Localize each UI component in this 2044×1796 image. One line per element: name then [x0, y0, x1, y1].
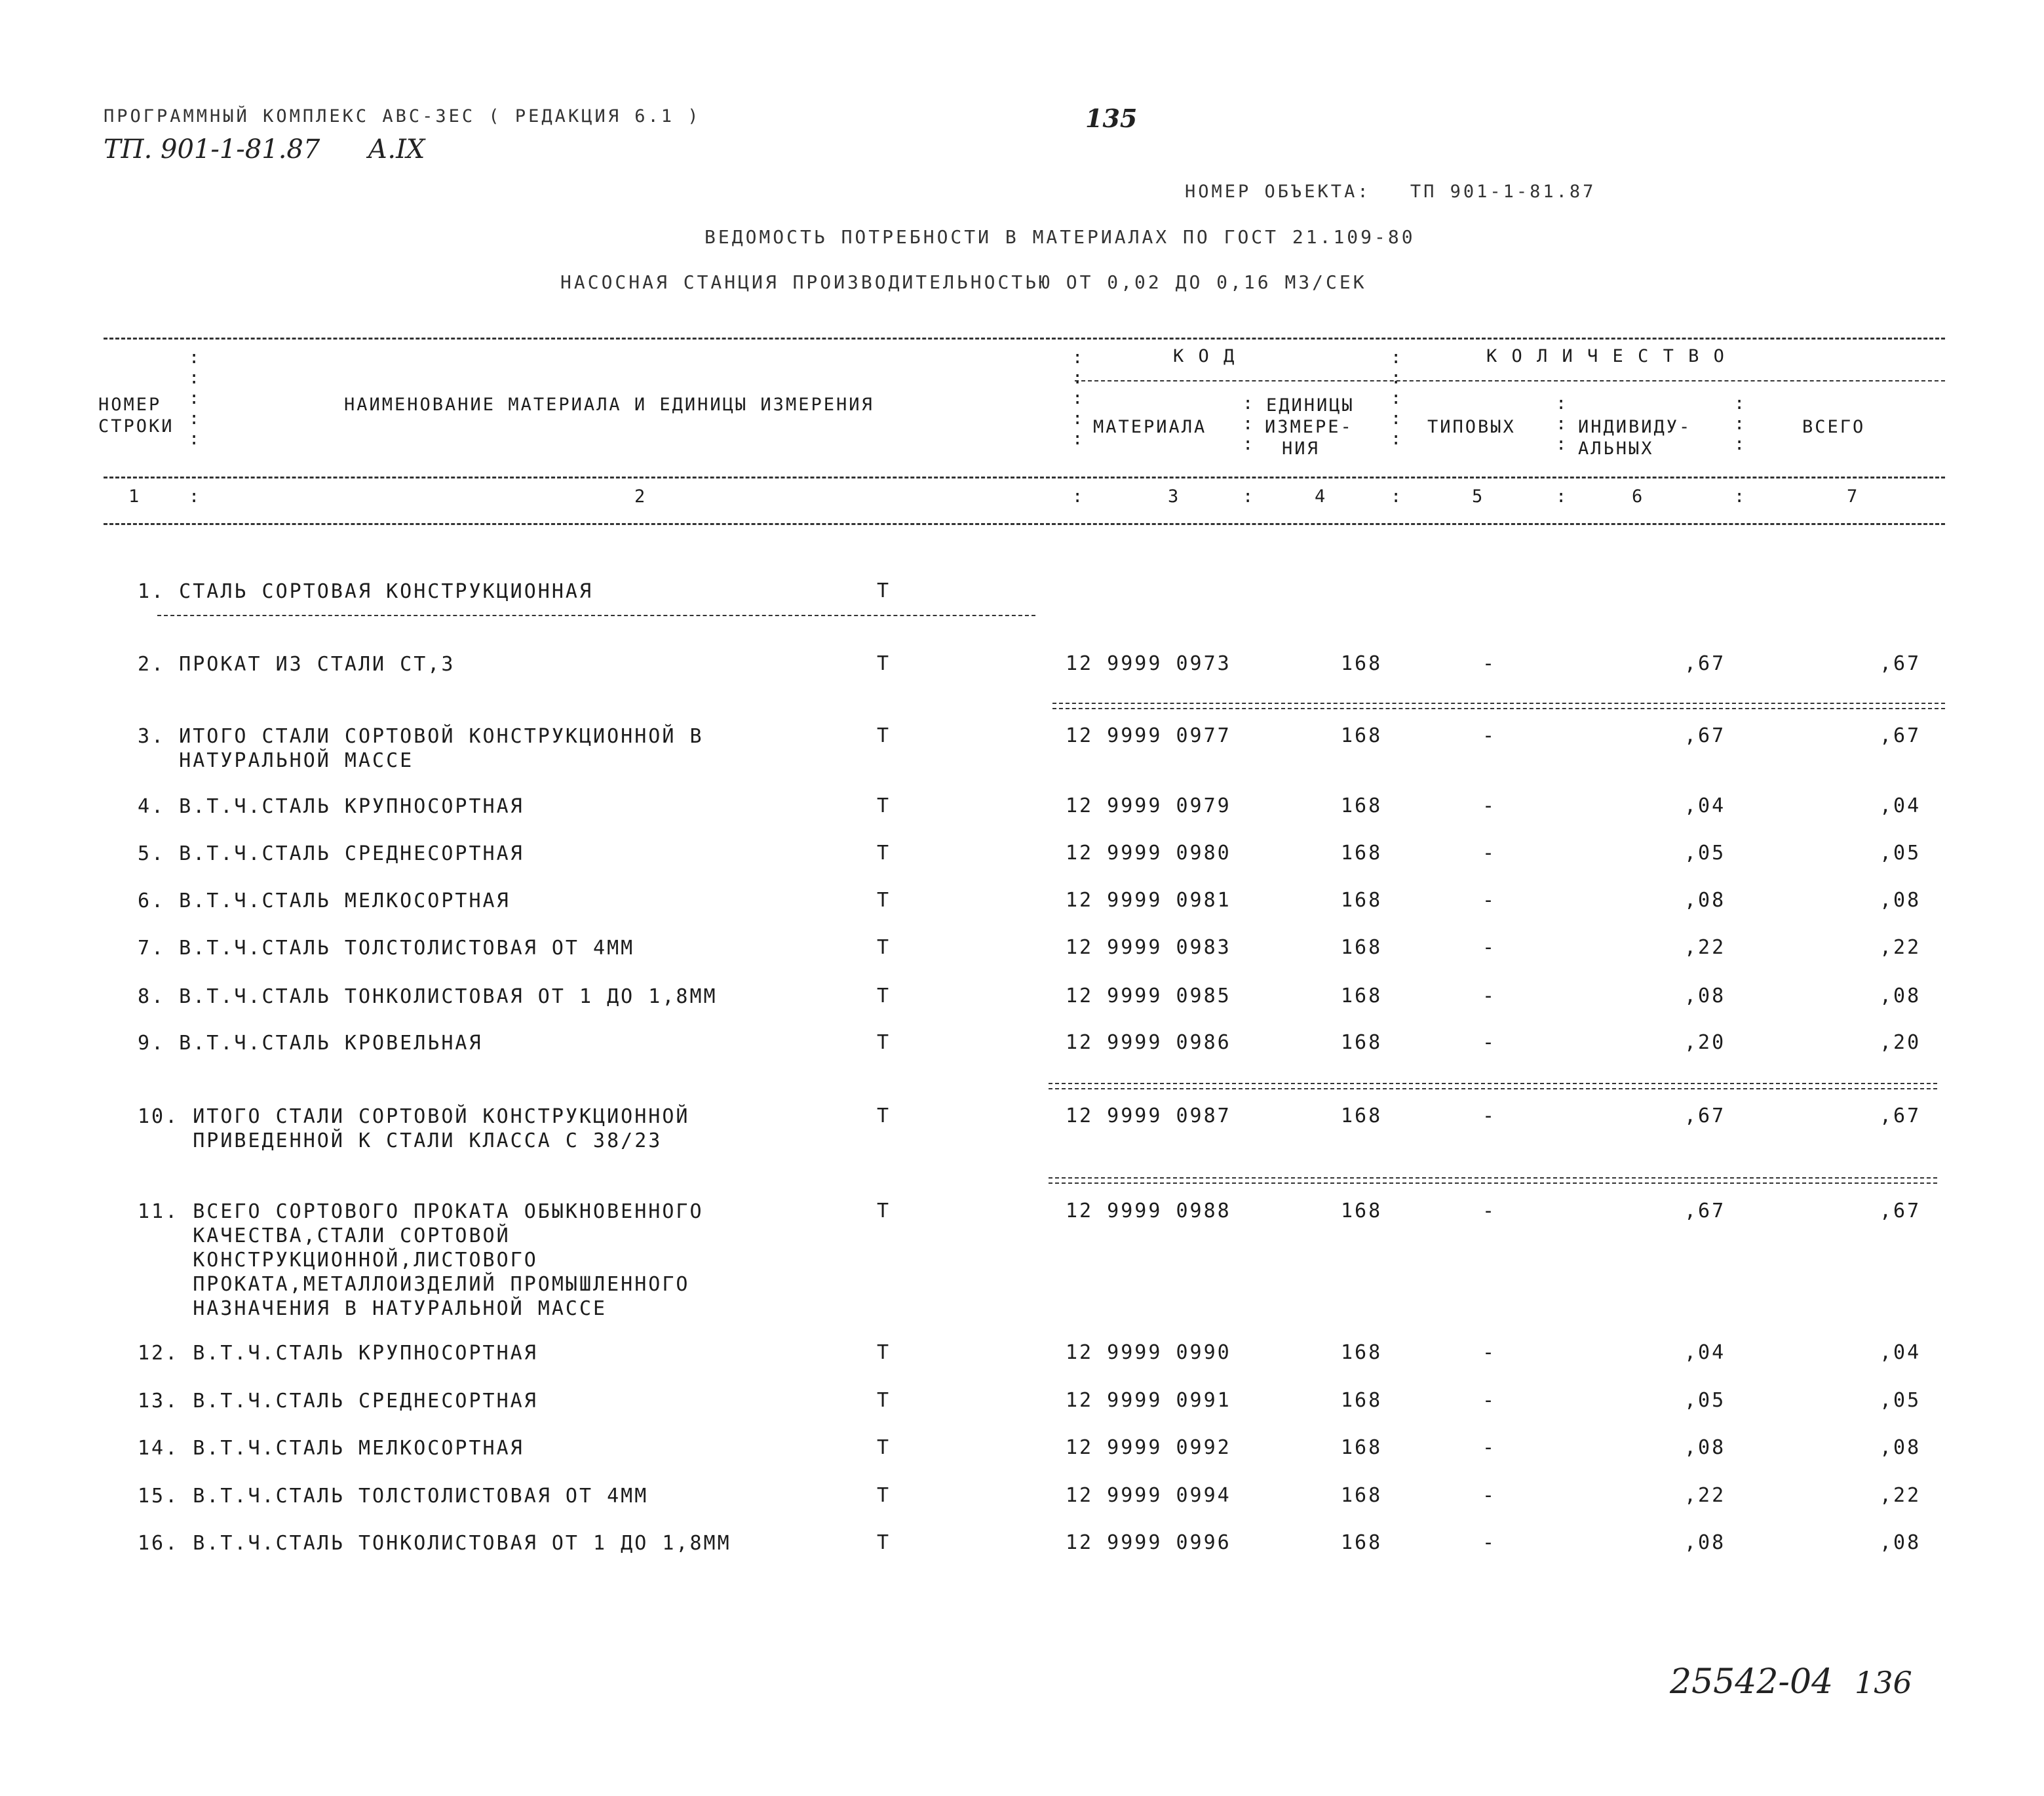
material-code-cell: 12 9999 0988	[1066, 1200, 1231, 1222]
unit-code-cell: 168	[1341, 794, 1383, 817]
total-qty-cell: ,08	[1880, 985, 1921, 1007]
individual-qty-cell: ,08	[1684, 1531, 1726, 1554]
total-qty-cell: ,08	[1880, 1436, 1921, 1459]
group-underline	[157, 615, 1035, 616]
code-group-header: К О Д	[1173, 346, 1237, 366]
unit-cell: Т	[877, 1200, 891, 1222]
unit-code-cell: 168	[1341, 1484, 1383, 1507]
total-qty-cell: ,08	[1880, 1531, 1921, 1554]
material-code-cell: 12 9999 0987	[1066, 1104, 1231, 1127]
material-name: 13. В.Т.Ч.СТАЛЬ СРЕДНЕСОРТНАЯ	[138, 1390, 538, 1413]
quantity-group-header: К О Л И Ч Е С Т В О	[1486, 346, 1726, 366]
unit-cell: Т	[877, 794, 891, 817]
object-value: ТП 901-1-81.87	[1410, 182, 1596, 202]
individual-header-1: ИНДИВИДУ-	[1578, 417, 1692, 437]
material-code-cell: 12 9999 0991	[1066, 1389, 1231, 1412]
unit-code-cell: 168	[1341, 1031, 1383, 1054]
typical-qty-cell: -	[1482, 1200, 1497, 1222]
row-number-header-1: НОМЕР	[98, 395, 162, 415]
total-qty-cell: ,04	[1880, 1341, 1921, 1364]
unit-cell: Т	[877, 724, 891, 747]
material-name: 6. В.Т.Ч.СТАЛЬ МЕЛКОСОРТНАЯ	[138, 889, 511, 912]
total-qty-cell: ,67	[1880, 1104, 1921, 1127]
typical-qty-cell: -	[1482, 936, 1497, 959]
individual-qty-cell: ,08	[1684, 889, 1726, 912]
material-name: 9. В.Т.Ч.СТАЛЬ КРОВЕЛЬНАЯ	[138, 1032, 483, 1055]
header-mid-rule	[104, 477, 1945, 478]
material-code-cell: 12 9999 0979	[1066, 794, 1231, 817]
total-qty-cell: ,05	[1880, 1389, 1921, 1412]
total-qty-cell: ,05	[1880, 842, 1921, 865]
material-name: 16. В.Т.Ч.СТАЛЬ ТОНКОЛИСТОВАЯ ОТ 1 ДО 1,8ММ	[138, 1532, 731, 1555]
individual-qty-cell: ,67	[1684, 724, 1726, 747]
unit-cell: Т	[877, 1104, 891, 1127]
total-qty-cell: ,08	[1880, 889, 1921, 912]
unit-code-cell: 168	[1341, 1341, 1383, 1364]
material-name: 14. В.Т.Ч.СТАЛЬ МЕЛКОСОРТНАЯ	[138, 1437, 524, 1460]
individual-qty-cell: ,22	[1684, 936, 1726, 959]
individual-header-2: АЛЬНЫХ	[1578, 439, 1654, 459]
total-separator	[1052, 703, 1945, 709]
unit-cell: Т	[877, 1436, 891, 1459]
individual-qty-cell: ,67	[1684, 1200, 1726, 1222]
individual-qty-cell: ,22	[1684, 1484, 1726, 1507]
document-subtitle: НАСОСНАЯ СТАНЦИЯ ПРОИЗВОДИТЕЛЬНОСТЬЮ ОТ 0,02 ДО 0,16 М3/СЕК	[560, 271, 1367, 293]
unit-cell: Т	[877, 1484, 891, 1507]
album-number: А.IX	[368, 134, 425, 165]
material-code-cell: 12 9999 0992	[1066, 1436, 1231, 1459]
typical-qty-cell: -	[1482, 652, 1497, 675]
unit-cell: Т	[877, 1341, 891, 1364]
material-name: 10. ИТОГО СТАЛИ СОРТОВОЙ КОНСТРУКЦИОННОЙ ПРИВЕДЕННОЙ К СТАЛИ КЛАССА С 38/23	[138, 1105, 690, 1152]
typical-qty-cell: -	[1482, 1436, 1497, 1459]
col-num-1: 1	[128, 486, 142, 507]
individual-qty-cell: ,20	[1684, 1031, 1726, 1054]
program-header: ПРОГРАММНЫЙ КОМПЛЕКС АВС-3ЕС ( РЕДАКЦИЯ 6.1 )	[104, 106, 701, 127]
unit-code-cell: 168	[1341, 1436, 1383, 1459]
code-qty-rule	[1075, 380, 1945, 381]
total-qty-cell: ,67	[1880, 724, 1921, 747]
project-code-handwritten	[104, 134, 425, 165]
typical-qty-cell: -	[1482, 985, 1497, 1007]
material-code-cell: 12 9999 0983	[1066, 936, 1231, 959]
individual-qty-cell: ,67	[1684, 652, 1726, 675]
unit-header-3: НИЯ	[1282, 439, 1320, 459]
unit-cell: Т	[877, 842, 891, 865]
individual-qty-cell: ,04	[1684, 794, 1726, 817]
archive-number: 25542-04	[1670, 1662, 1834, 1702]
unit-code-cell: 168	[1341, 985, 1383, 1007]
material-code-cell: 12 9999 0980	[1066, 842, 1231, 865]
typical-qty-cell: -	[1482, 1031, 1497, 1054]
page-number: 135	[1085, 104, 1138, 133]
col-num-4: 4	[1315, 486, 1328, 507]
unit-cell: Т	[877, 985, 891, 1007]
material-code-cell: 12 9999 0981	[1066, 889, 1231, 912]
typical-qty-cell: -	[1482, 794, 1497, 817]
project-code: ТП. 901-1-81.87	[104, 134, 320, 165]
total-qty-cell: ,20	[1880, 1031, 1921, 1054]
unit-cell: Т	[877, 1031, 891, 1054]
total-separator	[1049, 1083, 1937, 1089]
typical-qty-cell: -	[1482, 724, 1497, 747]
unit-code-cell: 168	[1341, 1389, 1383, 1412]
unit-header-1: ЕДИНИЦЫ	[1266, 395, 1355, 416]
typical-qty-cell: -	[1482, 1341, 1497, 1364]
material-name: 2. ПРОКАТ ИЗ СТАЛИ СТ,3	[138, 653, 455, 676]
unit-code-cell: 168	[1341, 889, 1383, 912]
material-name: 1. СТАЛЬ СОРТОВАЯ КОНСТРУКЦИОННАЯ	[138, 580, 594, 603]
material-name: 3. ИТОГО СТАЛИ СОРТОВОЙ КОНСТРУКЦИОННОЙ В НАТУРАЛЬНОЙ МАССЕ	[138, 725, 704, 772]
typical-qty-cell: -	[1482, 1389, 1497, 1412]
unit-code-cell: 168	[1341, 936, 1383, 959]
header-bottom-rule	[104, 523, 1945, 525]
unit-code-cell: 168	[1341, 724, 1383, 747]
material-name: 4. В.Т.Ч.СТАЛЬ КРУПНОСОРТНАЯ	[138, 795, 524, 818]
col-num-7: 7	[1847, 486, 1860, 507]
unit-code-cell: 168	[1341, 652, 1383, 675]
material-name: 15. В.Т.Ч.СТАЛЬ ТОЛСТОЛИСТОВАЯ ОТ 4ММ	[138, 1485, 649, 1508]
typical-qty-cell: -	[1482, 842, 1497, 865]
material-name: 12. В.Т.Ч.СТАЛЬ КРУПНОСОРТНАЯ	[138, 1342, 538, 1365]
individual-qty-cell: ,05	[1684, 842, 1726, 865]
total-qty-cell: ,22	[1880, 936, 1921, 959]
unit-cell: Т	[877, 936, 891, 959]
individual-qty-cell: ,08	[1684, 1436, 1726, 1459]
col-num-5: 5	[1472, 486, 1485, 507]
material-code-cell: 12 9999 0977	[1066, 724, 1231, 747]
total-qty-cell: ,67	[1880, 652, 1921, 675]
unit-code-cell: 168	[1341, 842, 1383, 865]
material-code-cell: 12 9999 0973	[1066, 652, 1231, 675]
individual-qty-cell: ,05	[1684, 1389, 1726, 1412]
unit-code-cell: 168	[1341, 1200, 1383, 1222]
total-qty-cell: ,04	[1880, 794, 1921, 817]
unit-cell: Т	[877, 652, 891, 675]
typical-qty-cell: -	[1482, 1531, 1497, 1554]
typical-qty-cell: -	[1482, 1484, 1497, 1507]
material-code-cell: 12 9999 0986	[1066, 1031, 1231, 1054]
individual-qty-cell: ,04	[1684, 1341, 1726, 1364]
total-separator	[1049, 1177, 1937, 1184]
row-number-header-2: СТРОКИ	[98, 416, 174, 437]
material-code-cell: 12 9999 0990	[1066, 1341, 1231, 1364]
total-header: ВСЕГО	[1802, 417, 1866, 437]
typical-header: ТИПОВЫХ	[1427, 417, 1516, 437]
col-num-2: 2	[634, 486, 647, 507]
material-code-cell: 12 9999 0996	[1066, 1531, 1231, 1554]
unit-cell: Т	[877, 579, 891, 602]
typical-qty-cell: -	[1482, 1104, 1497, 1127]
unit-code-cell: 168	[1341, 1104, 1383, 1127]
col-num-3: 3	[1168, 486, 1181, 507]
material-name: 5. В.Т.Ч.СТАЛЬ СРЕДНЕСОРТНАЯ	[138, 842, 524, 865]
typical-qty-cell: -	[1482, 889, 1497, 912]
table-top-rule	[104, 338, 1945, 340]
individual-qty-cell: ,67	[1684, 1104, 1726, 1127]
material-name: 8. В.Т.Ч.СТАЛЬ ТОНКОЛИСТОВАЯ ОТ 1 ДО 1,8ММ	[138, 985, 718, 1008]
object-label: НОМЕР ОБЪЕКТА:	[1185, 182, 1371, 202]
object-number-line	[1185, 182, 1596, 202]
total-qty-cell: ,67	[1880, 1200, 1921, 1222]
total-qty-cell: ,22	[1880, 1484, 1921, 1507]
material-name: 7. В.Т.Ч.СТАЛЬ ТОЛСТОЛИСТОВАЯ ОТ 4ММ	[138, 937, 635, 960]
sheet-number: 136	[1855, 1665, 1912, 1700]
unit-code-cell: 168	[1341, 1531, 1383, 1554]
unit-cell: Т	[877, 1389, 891, 1412]
document-title: ВЕДОМОСТЬ ПОТРЕБНОСТИ В МАТЕРИАЛАХ ПО ГОСТ 21.109-80	[704, 226, 1416, 248]
material-code-cell: 12 9999 0985	[1066, 985, 1231, 1007]
unit-header-2: ИЗМЕРЕ-	[1265, 417, 1353, 437]
unit-cell: Т	[877, 889, 891, 912]
unit-cell: Т	[877, 1531, 891, 1554]
col-num-6: 6	[1632, 486, 1645, 507]
material-code-header: МАТЕРИАЛА	[1093, 417, 1207, 437]
material-name-header: НАИМЕНОВАНИЕ МАТЕРИАЛА И ЕДИНИЦЫ ИЗМЕРЕНИЯ	[344, 395, 874, 415]
individual-qty-cell: ,08	[1684, 985, 1726, 1007]
material-code-cell: 12 9999 0994	[1066, 1484, 1231, 1507]
material-name: 11. ВСЕГО СОРТОВОГО ПРОКАТА ОБЫКНОВЕННОГО КАЧЕСТВА,СТАЛИ СОРТОВОЙ КОНСТРУКЦИОННОЙ,ЛИСТОВОГО ПРОКАТА,МЕТАЛЛОИЗДЕЛИЙ ПРОМЫШЛЕННОГО НАЗНАЧЕНИЯ В НАТУРАЛЬНОЙ МАССЕ	[138, 1200, 704, 1320]
